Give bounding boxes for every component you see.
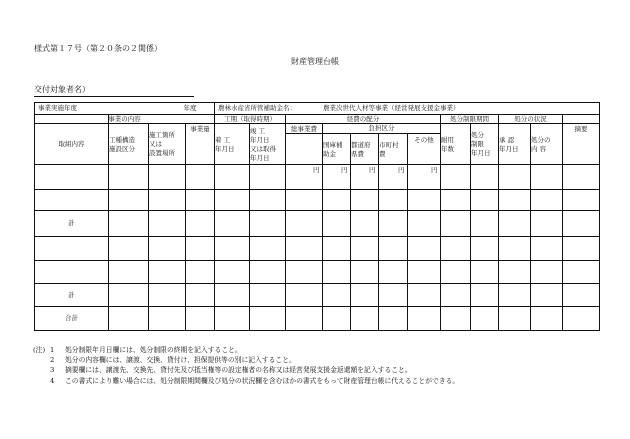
note-text: この書式により難い場合には、処分制限期間欄及び処分の状況欄を含むほかの書式をもって財産管理台帳に代えることができる。 xyxy=(65,376,460,385)
col-national xyxy=(323,136,350,164)
col-national-line: 国庫補 xyxy=(323,141,343,149)
table-line xyxy=(407,133,408,331)
col-structure-line: 工種構造 xyxy=(109,135,135,144)
table-line xyxy=(185,123,186,331)
yen-national: 円 xyxy=(341,166,348,174)
col-location-line: 設置場所 xyxy=(149,149,175,157)
group-period: 工期（取得時期） xyxy=(224,114,276,123)
col-start-line: 着 工 xyxy=(215,135,231,144)
col-approval-line: 承 認 xyxy=(499,135,515,144)
col-limit-date-line: 処分 xyxy=(471,131,484,139)
yen-municipal: 円 xyxy=(398,166,405,174)
col-end-line: 年月日 xyxy=(250,135,270,144)
col-prefecture-line: 県費 xyxy=(351,150,364,158)
col-start xyxy=(215,125,249,164)
col-disposal-content xyxy=(531,125,562,164)
yen-prefecture: 円 xyxy=(369,166,376,174)
note-text: 処分の内容欄には、譲渡、交換、貸付け、担保提供等の別に記入すること。 xyxy=(65,356,296,365)
col-end-line: 又は取得 xyxy=(250,144,276,153)
table-line xyxy=(562,114,563,331)
subtotal-label-1: 計 xyxy=(68,219,75,227)
col-prefecture xyxy=(351,136,378,164)
col-municipal xyxy=(379,136,407,164)
fiscal-year-suffix: 年度 xyxy=(183,104,197,112)
col-prefecture-line: 都道府 xyxy=(351,141,371,149)
group-disposal-period: 処分制限期間 xyxy=(450,114,489,123)
note-item xyxy=(33,376,459,386)
subtotal-label-2: 計 xyxy=(68,290,75,299)
program-name: 農業次世代人材等事業（経営発展支援金事業） xyxy=(323,104,460,112)
col-approval-line: 年月日 xyxy=(499,144,519,153)
col-location xyxy=(149,125,185,164)
table-line xyxy=(34,330,600,331)
note-number: 2 xyxy=(50,356,55,365)
col-start-line: 年月日 xyxy=(215,144,235,153)
fiscal-year-label: 事業実施年度 xyxy=(38,104,77,112)
recipient-label: 交付対象者名） xyxy=(34,84,194,97)
table-line xyxy=(34,189,600,190)
note-number: 4 xyxy=(50,376,55,385)
col-burden: 負担区分 xyxy=(368,124,395,132)
notes-lead: (注) xyxy=(33,346,46,354)
col-item: 取組内容 xyxy=(58,139,85,148)
col-limit-date xyxy=(471,125,498,164)
col-quantity: 事業量 xyxy=(190,125,210,133)
yen-other: 円 xyxy=(431,166,438,174)
table-line xyxy=(599,102,600,331)
col-remarks: 摘要 xyxy=(574,125,588,133)
col-years xyxy=(441,125,470,164)
form-id: 様式第１７号（第２０条の２関係） xyxy=(34,44,162,53)
note-text: 処分制限年月日欄には、処分制限の終期を記入すること。 xyxy=(65,346,242,354)
col-years-line: 耐用 xyxy=(441,135,454,144)
col-location-line: 又は xyxy=(149,140,162,148)
table-line xyxy=(34,210,600,211)
col-approval xyxy=(499,125,530,164)
col-limit-date-line: 制限 xyxy=(471,140,484,148)
notes-lead-spacer xyxy=(33,365,50,375)
col-total: 総事業費 xyxy=(291,125,317,133)
note-number: 3 xyxy=(50,366,55,375)
note-text: 摘要欄には、譲渡先、交換先、貸付先及び抵当権等の設定権者の名称又は経営発展支援金返還額を記入すること。 xyxy=(65,366,412,375)
notes-lead-spacer xyxy=(33,376,50,386)
col-location-line: 施工箇所 xyxy=(149,131,175,139)
note-item xyxy=(33,365,459,375)
col-structure-line: 施設区分 xyxy=(109,144,135,153)
col-municipal-line: 市町村 xyxy=(379,141,399,149)
col-national-line: 助金 xyxy=(323,150,336,158)
col-disposal-content-line: 内 容 xyxy=(531,144,547,153)
col-end-line: 竣 工 xyxy=(250,126,266,135)
table-line xyxy=(34,260,600,261)
col-years-line: 年数 xyxy=(441,144,454,153)
col-end xyxy=(250,125,285,164)
table-line xyxy=(34,306,600,307)
page-title: 財産管理台帳 xyxy=(291,57,339,66)
col-limit-date-line: 年月日 xyxy=(471,149,491,157)
group-disposal-status: 処分の状況 xyxy=(514,114,547,123)
table-line xyxy=(34,236,600,237)
table-line xyxy=(285,114,286,331)
col-other: その他 xyxy=(414,136,434,144)
group-expense: 経費の配分 xyxy=(346,114,380,123)
col-municipal-line: 費 xyxy=(379,150,386,158)
yen-total: 円 xyxy=(313,166,320,174)
grand-total-label: 合計 xyxy=(65,314,78,322)
group-content: 事業の内容 xyxy=(108,114,141,123)
col-end-line: 年月日 xyxy=(250,153,270,162)
col-structure xyxy=(109,125,148,164)
table-line xyxy=(34,283,600,284)
note-item xyxy=(33,355,459,365)
col-disposal-content-line: 処分の xyxy=(531,135,551,144)
note-item xyxy=(33,345,459,355)
note-number: 1 xyxy=(50,346,55,354)
notes-lead-spacer xyxy=(33,355,50,365)
notes xyxy=(33,345,459,386)
program-label: 農林水産省所管補助金名： xyxy=(218,104,296,112)
